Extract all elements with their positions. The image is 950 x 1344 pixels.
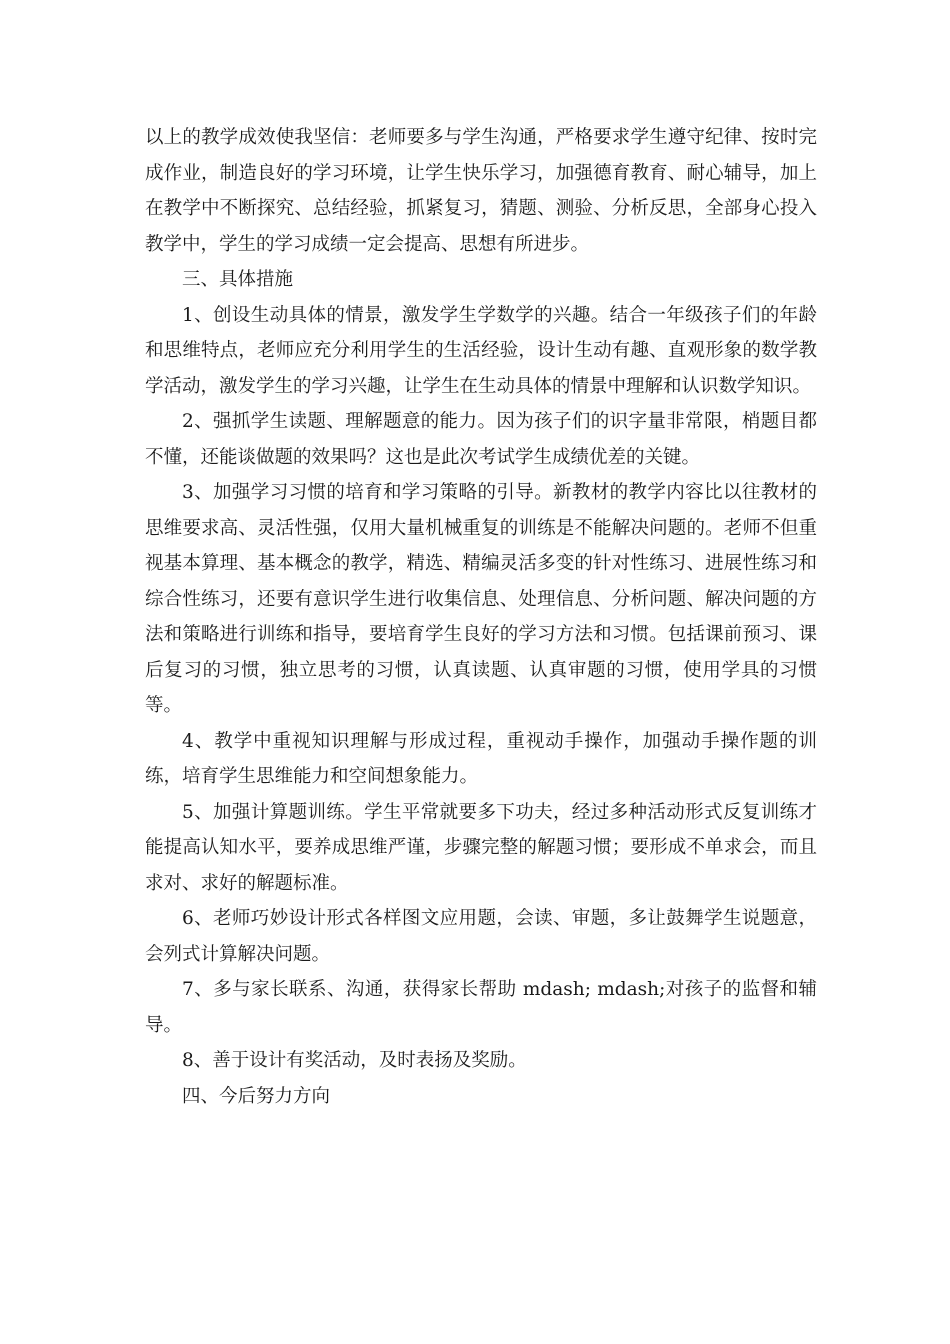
document-body (145, 120, 817, 1114)
paragraph-measure-5: 5、加强计算题训练。学生平常就要多下功夫，经过多种活动形式反复训练才能提高认知水平，要养成思维严谨，步骤完整的解题习惯；要形成不单求会，而且求对、求好的解题标准。 (145, 801, 817, 894)
paragraph-measure-3: 3、加强学习习惯的培育和学习策略的引导。新教材的教学内容比以往教材的思维要求高、灵活性强，仅用大量机械重复的训练是不能解决问题的。老师不但重视基本算理、基本概念的教学，精选、精编灵活多变的针对性练习、进展性练习和综合性练习，还要有意识学生进行收集信息、处理信息、分析问题、解决问题的方法和策略进行训练和指导，要培育学生良好的学习方法和习惯。包括课前预习、课后复习的习惯，独立思考的习惯，认真读题、认真审题的习惯，使用学具的习惯等。 (145, 482, 817, 716)
section-heading-measures: 三、具体措施 (182, 269, 294, 290)
paragraph-measure-6: 6、老师巧妙设计形式各样图文应用题，会读、审题，多让鼓舞学生说题意，会列式计算解决问题。 (145, 908, 817, 965)
paragraph-measure-7: 7、多与家长联系、沟通，获得家长帮助 mdash; mdash;对孩子的监督和辅导。 (145, 979, 817, 1036)
paragraph-measure-8: 8、善于设计有奖活动，及时表扬及奖励。 (182, 1050, 527, 1071)
paragraph-measure-4: 4、教学中重视知识理解与形成过程，重视动手操作，加强动手操作题的训练，培育学生思维能力和空间想象能力。 (145, 730, 817, 787)
paragraph-measure-2: 2、强抓学生读题、理解题意的能力。因为孩子们的识字量非常限，梢题目都不懂，还能谈做题的效果吗？这也是此次考试学生成绩优差的关键。 (145, 411, 817, 468)
paragraph-conclusion: 以上的教学成效使我坚信：老师要多与学生沟通，严格要求学生遵守纪律、按时完成作业，制造良好的学习环境，让学生快乐学习，加强德育教育、耐心辅导，加上在教学中不断探究、总结经验，抓紧复习，猜题、测验、分析反思，全部身心投入教学中，学生的学习成绩一定会提高、思想有所进步。 (145, 127, 817, 255)
section-heading-future-direction: 四、今后努力方向 (182, 1085, 331, 1107)
paragraph-measure-1: 1、创设生动具体的情景，激发学生学数学的兴趣。结合一年级孩子们的年龄和思维特点，老师应充分利用学生的生活经验，设计生动有趣、直观形象的数学教学活动，激发学生的学习兴趣，让学生在生动具体的情景中理解和认识数学知识。 (145, 304, 817, 397)
